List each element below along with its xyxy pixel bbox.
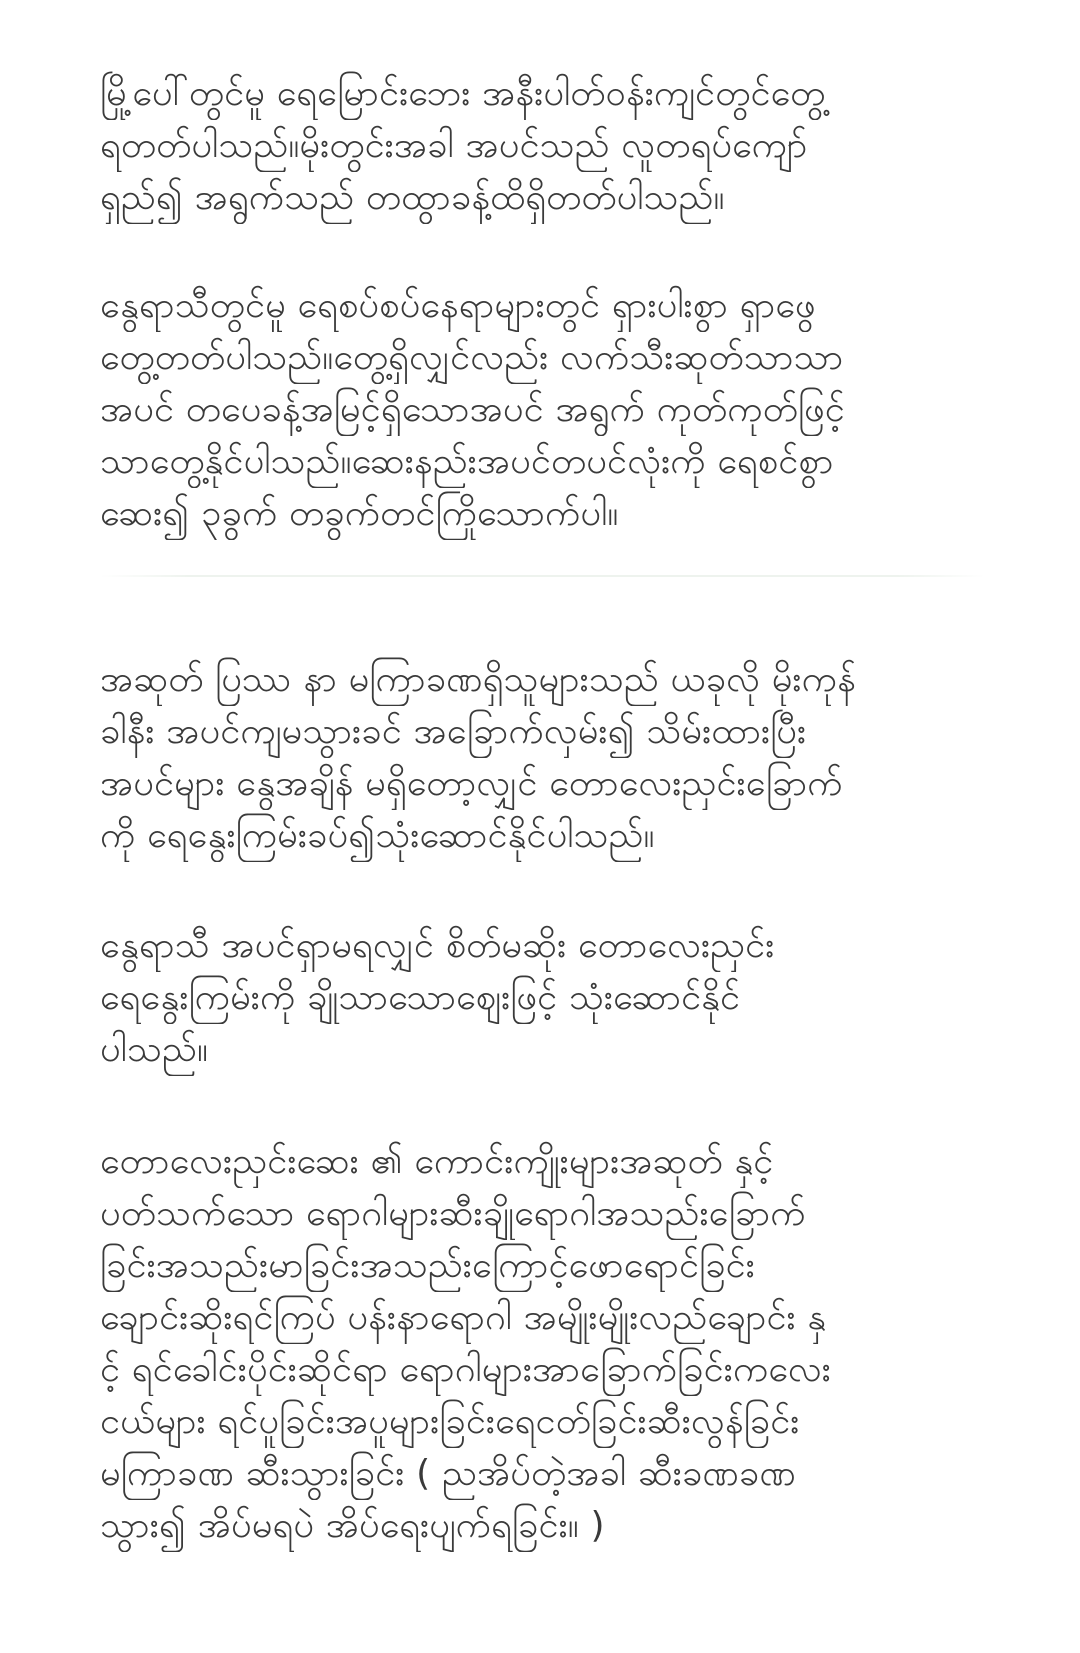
text-line: ပါသည်။ [100, 1029, 209, 1070]
section-divider [100, 575, 985, 577]
text-line: ရေနွေးကြမ်းကို ချိုသာသောဈေးဖြင့် သုံးဆောင်နိုင် [100, 977, 741, 1018]
paragraph-city-habitat [100, 68, 1000, 224]
text-line: ခါနီး အပင်ကျမသွားခင် အခြောက်လှမ်း၍ သိမ်းထားပြီး [100, 711, 807, 752]
text-line: မြို့ပေါ်တွင်မူ ရေမြောင်းဘေး အနီးပါတ်ဝန်းကျင်တွင်တွေ့ [100, 73, 826, 114]
text-line: တောလေးညှင်းဆေး ၏ ကောင်းကျိုးများအဆုတ် နှင့် [100, 1141, 774, 1182]
text-line: သာတွေ့နိုင်ပါသည်။ဆေးနည်းအပင်တပင်လုံးကို ရေစင်စွာ [100, 441, 834, 482]
text-line: အပင်များ နွေအချိန် မရှိတော့လျှင် တောလေးညှင်းခြောက် [100, 763, 843, 804]
paragraph-tea-purchase [100, 920, 1000, 1076]
text-line: အဆုတ် ပြဿ နာ မကြာခဏရှိသူများသည် ယခုလို မိုးကုန် [100, 659, 856, 700]
paragraph-benefits [100, 1136, 1000, 1552]
text-line: င့် ရင်ခေါင်းပိုင်းဆိုင်ရာ ရောဂါများအာခြောက်ခြင်းကလေး [100, 1349, 832, 1390]
text-line: သွား၍ အိပ်မရပဲ အိပ်ရေးပျက်ရခြင်း။ ) [100, 1505, 605, 1546]
text-line: ရှည်၍ အရွက်သည် တထွာခန့်ထိရှိတတ်ပါသည်။ [100, 177, 725, 218]
text-line: ငယ်များ ရင်ပူခြင်းအပူများခြင်းရေငတ်ခြင်းဆီးလွန်ခြင်း [100, 1401, 800, 1442]
text-line: ရတတ်ပါသည်။မိုးတွင်းအခါ အပင်သည် လူတရပ်ကျော် [100, 125, 808, 166]
text-line: တွေ့တတ်ပါသည်။တွေ့ရှိလျှင်လည်း လက်သီးဆုတ်သာသာ [100, 337, 844, 378]
text-line: နွေရာသီတွင်မူ ရေစပ်စပ်နေရာများတွင် ရှားပါးစွာ ရှာဖွေ [100, 285, 816, 326]
text-line: ကို ရေနွေးကြမ်းခပ်၍သုံးဆောင်နိုင်ပါသည်။ [100, 815, 655, 856]
text-line: ချောင်းဆိုးရင်ကြပ် ပန်းနာရောဂါ အမျိုးမျိုးလည်ချောင်း နှ [100, 1297, 827, 1338]
text-line: အပင် တပေခန့်အမြင့်ရှိသောအပင် အရွက် ကုတ်ကုတ်ဖြင့် [100, 389, 845, 430]
text-line: ခြင်းအသည်းမာခြင်းအသည်းကြောင့်ဖောရောင်ခြင်း [100, 1245, 755, 1286]
paragraph-lung-advice [100, 654, 1000, 862]
text-line: မကြာခဏ ဆီးသွားခြင်း ( ညအိပ်တဲ့အခါ ဆီးခဏခဏ [100, 1453, 796, 1494]
text-line: ပတ်သက်သော ရောဂါများဆီးချိုရောဂါအသည်းခြောက် [100, 1193, 806, 1234]
text-line: ဆေး၍ ၃ခွက် တခွက်တင်ကြိုသောက်ပါ။ [100, 493, 619, 534]
text-line: နွေရာသီ အပင်ရှာမရလျှင် စိတ်မဆိုး တောလေးညှင်း [100, 925, 775, 966]
paragraph-summer-habitat [100, 280, 1000, 540]
